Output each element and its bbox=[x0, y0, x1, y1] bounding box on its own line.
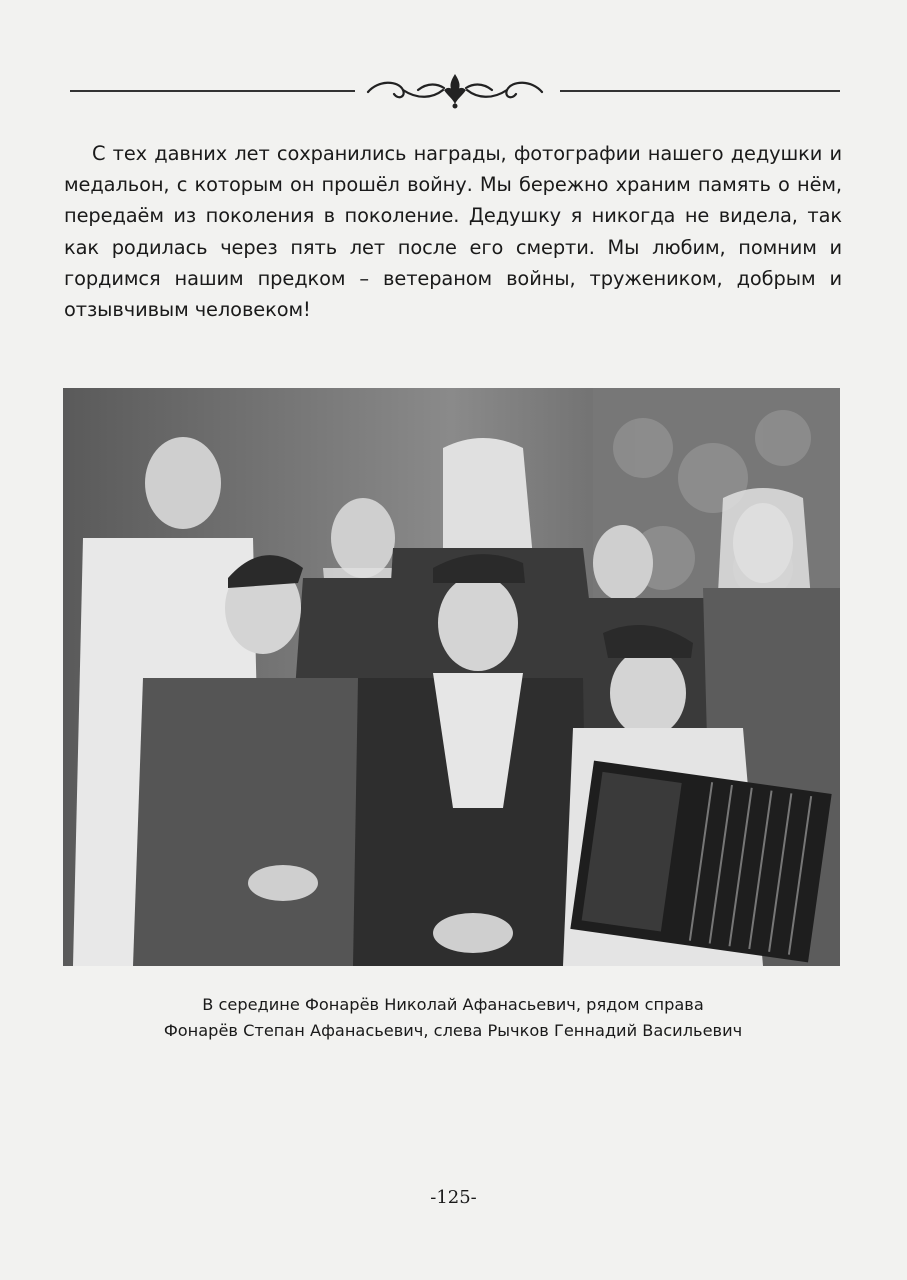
ornament-line-right bbox=[560, 90, 840, 92]
header-ornament bbox=[70, 70, 840, 110]
page-number: -125- bbox=[430, 1187, 477, 1208]
photo-caption bbox=[64, 992, 842, 1044]
ornament-line-left bbox=[70, 90, 355, 92]
body-paragraph: С тех давних лет сохранились награды, фотографии нашего дедушки и медальон, с которым он прошёл войну. Мы бережно храним память о нём, передаём из поколения в поколение. Дедушку я никогда не видела, так как родилась через пять лет после его смерти. Мы любим, помним и гордимся нашим предком – ветераном войны, тружеником, добрым и отзывчивым человеком! bbox=[64, 142, 842, 322]
group-photograph bbox=[63, 388, 840, 966]
caption-line-2: Фонарёв Степан Афанасьевич, слева Рычков Геннадий Васильевич bbox=[163, 1021, 743, 1040]
caption-line-1: В середине Фонарёв Николай Афанасьевич, рядом справа bbox=[202, 995, 704, 1014]
flourish-icon bbox=[358, 70, 552, 110]
